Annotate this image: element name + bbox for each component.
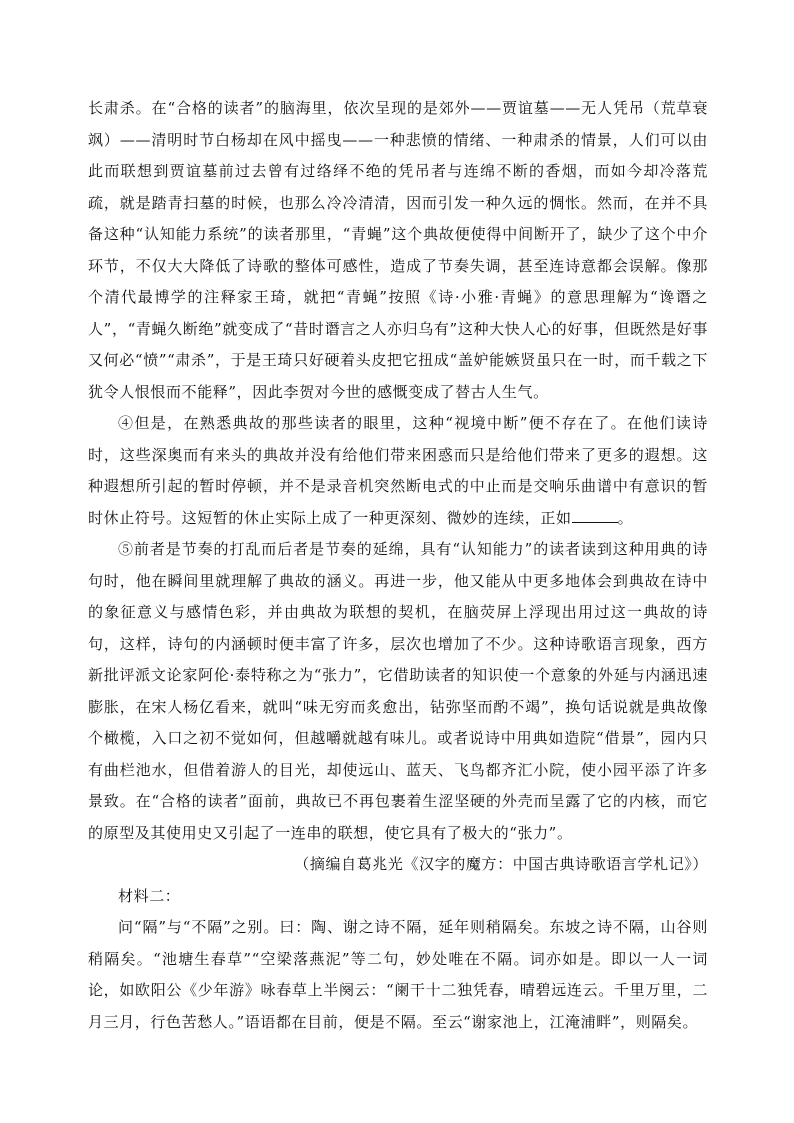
fill-in-blank[interactable] — [572, 521, 618, 523]
material-2-label: 材料二： — [118, 886, 181, 905]
paragraph-4 — [88, 408, 708, 534]
paragraph-5: ⑤前者是节奏的打乱而后者是节奏的延绵，具有“认知能力”的读者读到这种用典的诗句时，他在瞬间里就理解了典故的涵义。再进一步，他又能从中更多地体会到典故在诗中的象征意义与感情色彩，并由典故为联想的契机，在脑荧屏上浮现出用过这一典故的诗句，这样，诗句的内涵顿时便丰富了许多，层次也增加了不少。这种诗歌语言现象，西方新批评派文论家阿伦·泰特称之为“张力”，它借助读者的知识使一个意象的外延与内涵迅速膨胀，在宋人杨亿看来，就叫“味无穷而炙愈出，钻弥坚而酌不竭”，换句话说就是典故像个橄榄，入口之初不觉如何，但越嚼就越有味儿。或者说诗中用典如造院“借景”，园内只有曲栏池水，但借着游人的目光，却使远山、蓝天、飞鸟都齐汇小院，使小园平添了许多景致。在“合格的读者”面前，典故已不再包裹着生涩坚硬的外壳而呈露了它的内核，而它的原型及其使用史又引起了一连串的联想，使它具有了极大的“张力”。 — [88, 540, 708, 842]
paragraph-continuation: 长肃杀。在“合格的读者”的脑海里，依次呈现的是郊外——贾谊墓——无人凭吊（荒草衰飒）——清明时节白杨却在风中摇曳——一种悲愤的情绪、一种肃杀的情景，人们可以由此而联想到贾谊墓前过去曾有过络绎不绝的凭吊者与连绵不断的香烟，而如今却冷落荒疏，就是踏青扫墓的时候，也那么冷冷清清，因而引发一种久远的惆怅。然而，在并不具备这种“认知能力系统”的读者那里，“青蝇”这个典故便使得中间断开了，缺少了这个中介环节，不仅大大降低了诗歌的整体可感性，造成了节奏失调，甚至连诗意都会误解。像那个清代最博学的注释家王琦，就把“青蝇”按照《诗·小雅·青蝇》的意思理解为“谗谮之人”，“青蝇久断绝”就变成了“昔时谮言之人亦归乌有”这种大快人心的好事，但既然是好事又何必“愤”“肃杀”，于是王琦只好硬着头皮把它扭成“盖妒能嫉贤虽只在一时，而千载之下犹令人恨恨而不能释”，因此李贺对今世的感慨变成了替古人生气。 — [88, 99, 708, 401]
paragraph-4-text: ④但是，在熟悉典故的那些读者的眼里，这种“视境中断”便不存在了。在他们读诗时，这些深奥而有来头的典故并没有给他们带来困惑而只是给他们带来了更多的遐想。这种遐想所引起的暂时停顿，并不是录音机突然断电式的中止而是交响乐曲谱中有意识的暂时休止符号。这短暂的休止实际上成了一种更深刻、微妙的连续，正如 — [88, 414, 708, 527]
paragraph-4-end: 。 — [617, 508, 634, 527]
material-2-paragraph: 问“隔”与“不隔”之别。曰：陶、谢之诗不隔，延年则稍隔矣。东坡之诗不隔，山谷则稍隔矣。“池塘生春草”“空梁落燕泥”等二句，妙处唯在不隔。词亦如是。即以一人一词论，如欧阳公《少年游》咏春草上半阕云：“阑干十二独凭春，晴碧远连云。千里万里，二月三月，行色苦愁人。”语语都在目前，便是不隔。至云“谢家池上，江淹浦畔”，则隔矣。 — [88, 918, 708, 1031]
source-citation: （摘编自葛兆光《汉字的魔方：中国古典诗歌语言学札记》） — [294, 855, 708, 873]
article-body — [88, 93, 708, 1038]
